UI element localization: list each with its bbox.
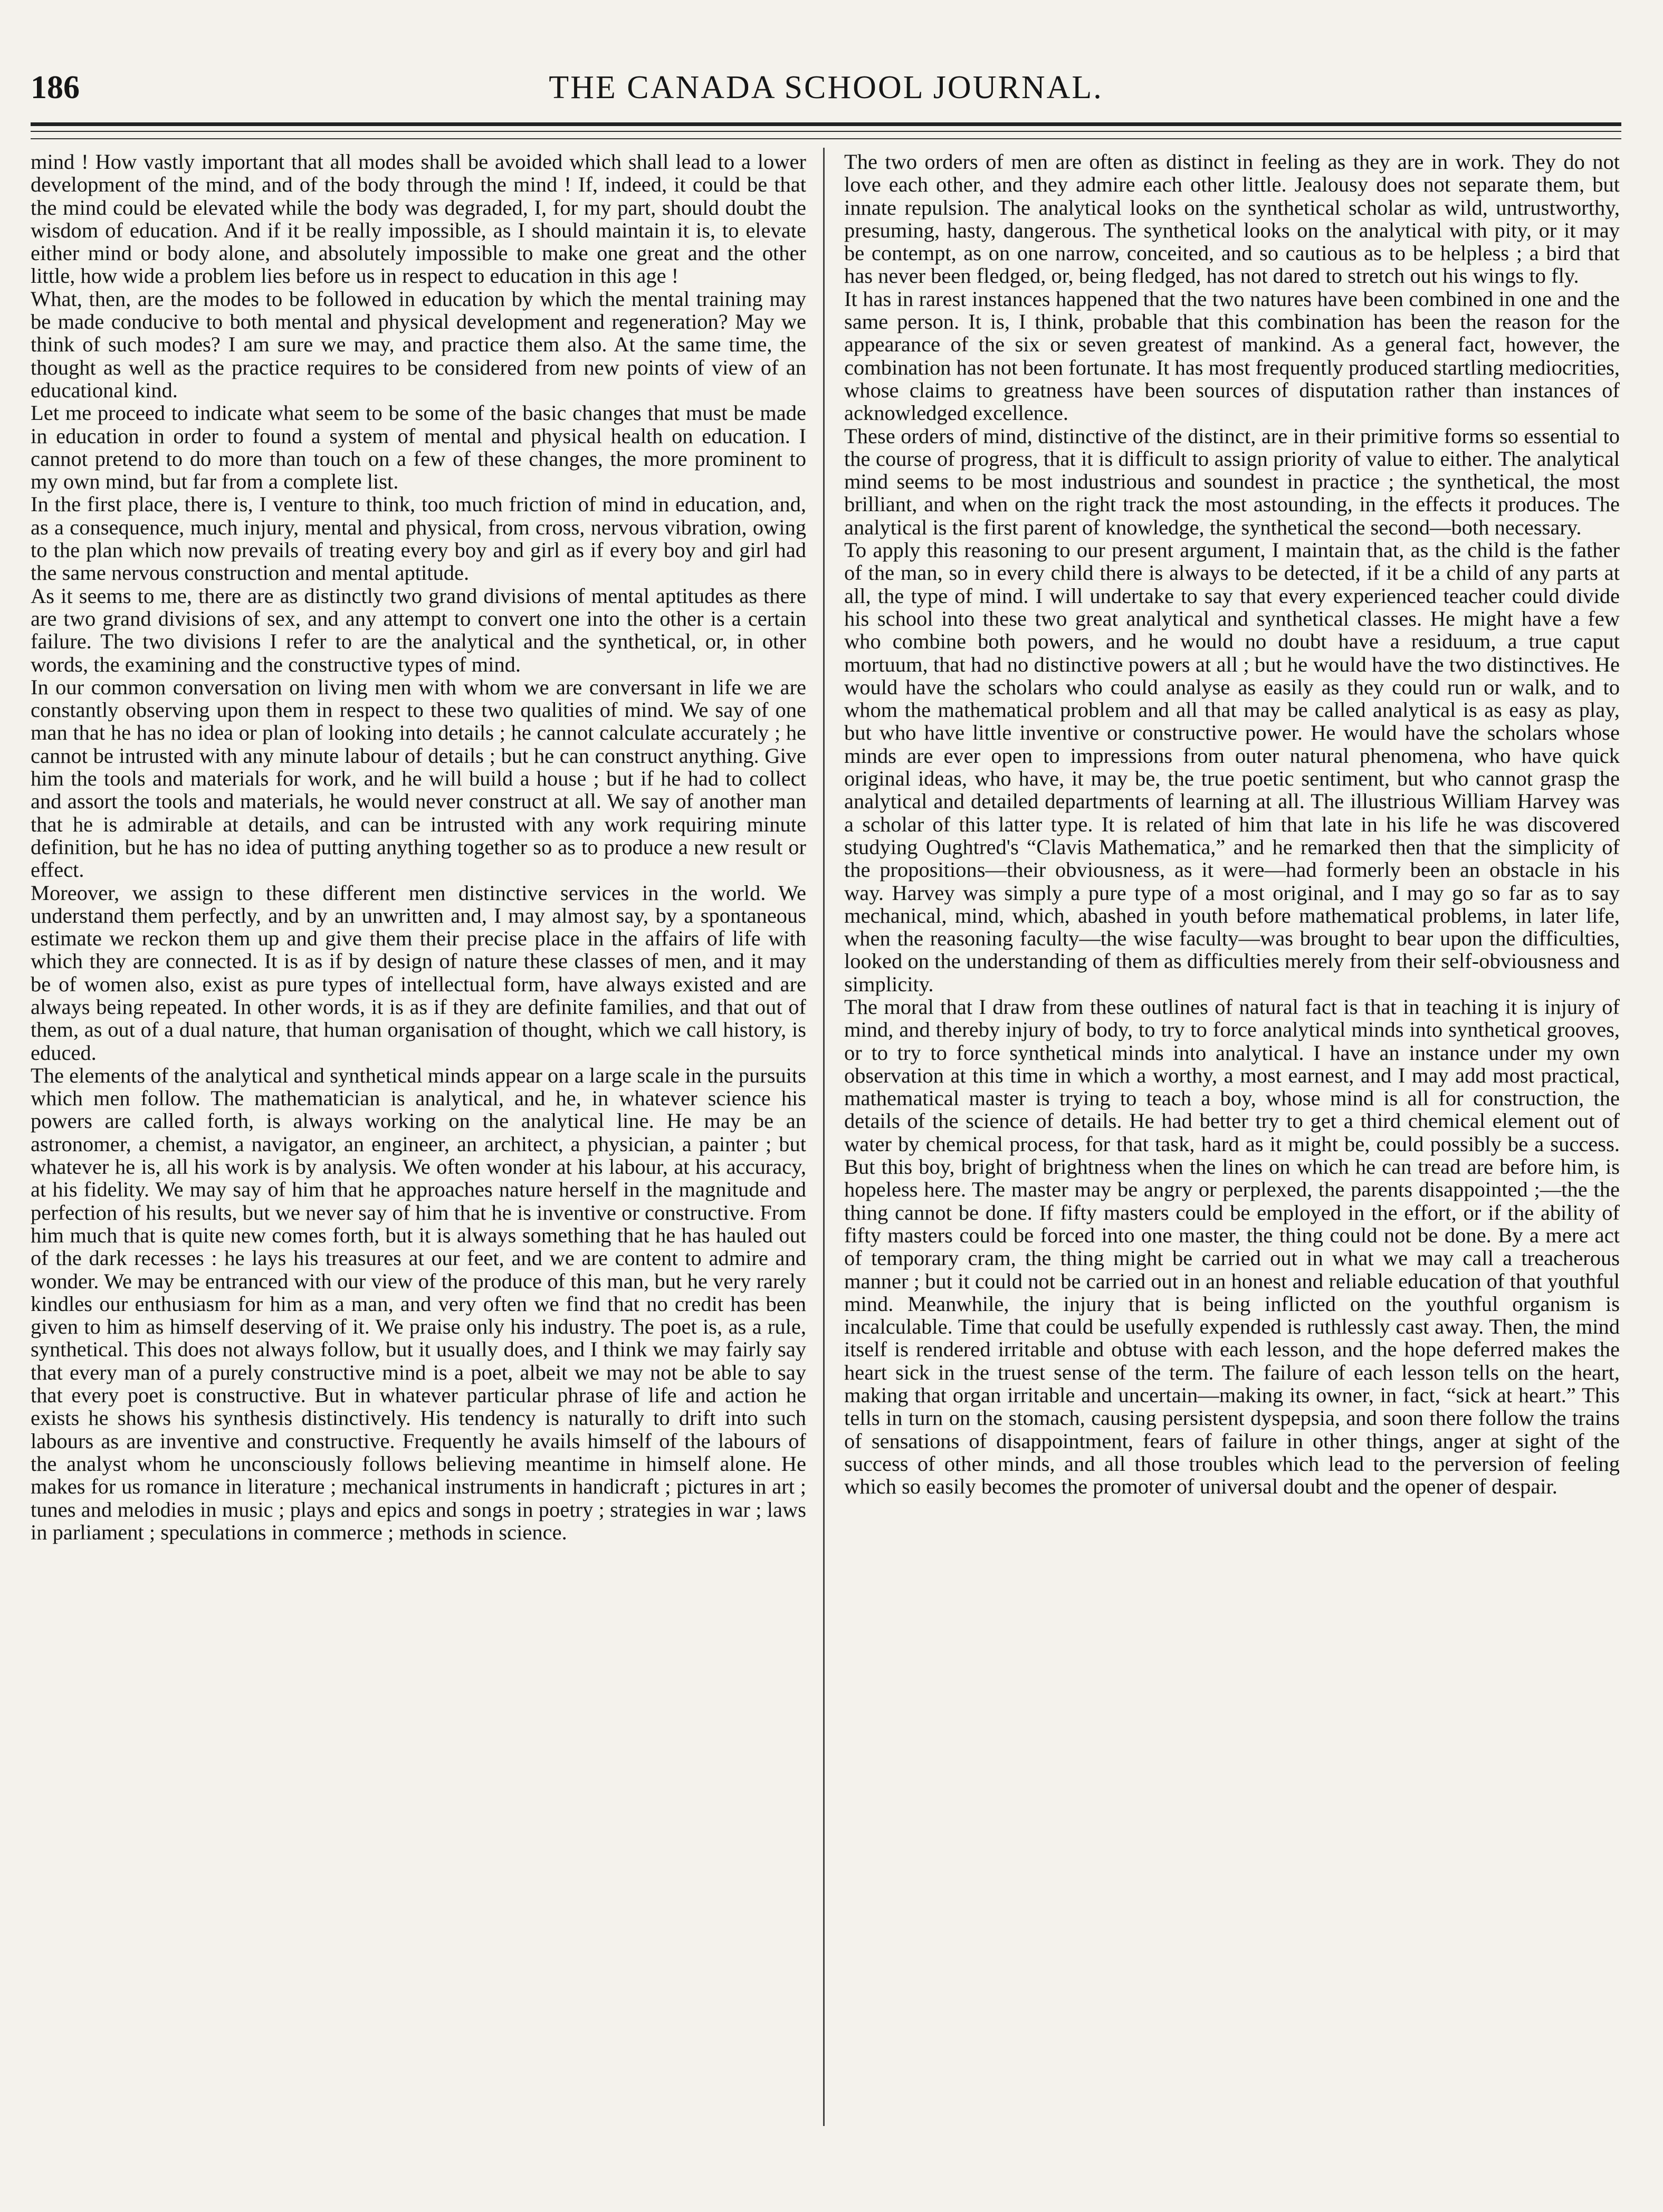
header-rule-thin [31, 131, 1621, 132]
paragraph: In our common conversation on living men with whom we are conversant in life we are constantly observing upon them in respect to these two qualities of mind. We say of one man that he has no idea or plan of looking into details ; he cannot calculate accurately ; he cannot be intrusted with any minute labour of details ; but he can construct anything. Give him the tools and materials for work, and he will build a house ; but if he had to collect and assort the tools and materials, he would never construct at all. We say of another man that he is admirable at details, and can be intrusted with any work requiring minute definition, but he has no idea of putting anything together so as to produce a new result or effect. [31, 675, 806, 882]
paragraph: It has in rarest instances happened that the two natures have been combined in one and the same person. It is, I think, probable that this combination has been the reason for the appearance of the six or seven greatest of mankind. As a general fact, however, the combination has not been fortunate. It has most frequently produced startling mediocrities, whose claims to greatness have been sources of disputation rather than instances of acknowledged excellence. [844, 286, 1620, 425]
paragraph: To apply this reasoning to our present argument, I maintain that, as the child is the father of the man, so in every child there is always to be detected, if it be a child of any parts at all, the type of mind. I will undertake to say that every experienced teacher could divide his school into these two great analytical and synthetical classes. He might have a few who combine both powers, and he would no doubt have a residuum, a true caput mortuum, that had no distinctive powers at all ; but he would have the two distinctives. He would have the scholars who could analyse as easily as they could run or walk, and to whom the mathematical problem and all that may be called analytical is as easy as play, but who have little inventive or constructive power. He would have the scholars whose minds are ever open to impressions from outer natural phenomena, who have quick original ideas, who have, it may be, the true poetic sentiment, but who cannot grasp the analytical and detailed departments of learning at all. The illustrious William Harvey was a scholar of this latter type. It is related of him that late in his life he was discovered studying Oughtred's “Clavis Mathematica,” and he remarked then that the simplicity of the propositions—their obviousness, as it were—had formerly been an obstacle in his way. Harvey was simply a pure type of a most original, and I may go so far as to say mechanical, mind, which, abashed in youth before mathematical problems, in later life, when the reasoning faculty—the wise faculty—was brought to bear upon the difficulties, looked on the understanding of them as difficulties merely from their self-obviousness and simplicity. [844, 538, 1620, 996]
page-number: 186 [31, 70, 80, 106]
paragraph: In the first place, there is, I venture to think, too much friction of mind in education, and, as a consequence, much injury, mental and physical, from cross, nervous vibration, owing to the plan which now prevails of treating every boy and girl as if every boy and girl had the same nervous construction and mental aptitude. [31, 492, 806, 585]
paragraph: mind ! How vastly important that all modes shall be avoided which shall lead to a lower development of the mind, and of the body through the mind ! If, indeed, it could be that the mind could be elevated while the body was degraded, I, for my part, should doubt the wisdom of education. And if it be really impossible, as I should maintain it is, to elevate either mind or body alone, and absolutely impossible to make one great and the other little, how wide a problem lies before us in respect to education in this age ! [31, 150, 806, 288]
paragraph: Moreover, we assign to these different men distinctive services in the world. We understand them perfectly, and by an unwritten and, I may almost say, by a spontaneous estimate we reckon them up and give them their precise place in the affairs of life with which they are connected. It is as if by design of nature these classes of men, and it may be of women also, exist as pure types of intellectual form, have always existed and are always being repeated. In other words, it is as if they are definite families, and that out of them, as out of a dual nature, that human organisation of thought, which we call history, is educed. [31, 880, 806, 1065]
paragraph: What, then, are the modes to be followed in education by which the mental training may be made conducive to both mental and physical development and regeneration? May we think of such modes? I am sure we may, and practice them also. At the same time, the thought as well as the practice requires to be considered from new points of view of an educational kind. [31, 286, 806, 402]
paragraph: The two orders of men are often as distinct in feeling as they are in work. They do not love each other, and they admire each other little. Jealousy does not separate them, but innate repulsion. The analytical looks on the synthetical scholar as wild, untrustworthy, presuming, hasty, dangerous. The synthetical looks on the analytical with pity, or it may be contempt, as on one narrow, conceited, and so cautious as to be helpless ; a bird that has never been fledged, or, being fledged, has not dared to stretch out his wings to fly. [844, 150, 1620, 288]
paragraph: Let me proceed to indicate what seem to be some of the basic changes that must be made in education in order to found a system of mental and physical health on education. I cannot pretend to do more than touch on a few of these changes, the more prominent to my own mind, but far from a complete list. [31, 401, 806, 494]
header-rule-thin-lower [31, 138, 1621, 139]
paragraph: As it seems to me, there are as distinctly two grand divisions of mental aptitudes as there are two grand divisions of sex, and any attempt to convert one into the other is a certain failure. The two divisions I refer to are the analytical and the synthetical, or, in other words, the examining and the constructive types of mind. [31, 583, 806, 676]
paragraph: These orders of mind, distinctive of the distinct, are in their primitive forms so essential to the course of progress, that it is difficult to assign priority of value to either. The analytical mind seems to be most industrious and soundest in practice ; the synthetical, the most brilliant, and when on the right track the most astounding, in the effects it produces. The analytical is the first parent of knowledge, the synthetical the second—both necessary. [844, 424, 1620, 539]
page-header [31, 63, 1621, 121]
right-column [844, 150, 1620, 2123]
paragraph: The moral that I draw from these outlines of natural fact is that in teaching it is injury of mind, and thereby injury of body, to try to force analytical minds into synthetical grooves, or to try to force synthetical minds into analytical. I have an instance under my own observation at this time in which a worthy, a most earnest, and I may add most practical, mathematical master is trying to teach a boy, whose mind is all for construction, the details of the science of details. He had better try to get a third chemical element out of water by chemical process, for that task, hard as it might be, could possibly be a success. But this boy, bright of brightness when the lines on which he can tread are before him, is hopeless here. The master may be angry or perplexed, the parents disappointed ;—the the thing cannot be done. If fifty masters could be employed in the effort, or if the ability of fifty masters could be forced into one master, the thing could not be done. By a mere act of temporary cram, the thing might be carried out in what we may call a treacherous manner ; but it could not be carried out in an honest and reliable education of that youthful mind. Meanwhile, the injury that is being inflicted on the youthful organism is incalculable. Time that could be usefully expended is ruthlessly cast away. Then, the mind itself is rendered irritable and obtuse with each lesson, and the hope deferred makes the heart sick in the truest sense of the term. The failure of each lesson tells on the heart, making that organ irritable and uncertain—making its owner, in fact, “sick at heart.” This tells in turn on the stomach, causing persistent dyspepsia, and soon there follow the trains of sensations of disappointment, fears of failure in other things, anger at sight of the success of other minds, and all those troubles which lead to the perversion of feeling which so easily becomes the promoter of universal doubt and the opener of despair. [844, 994, 1620, 1499]
column-divider [823, 148, 825, 2126]
header-rule-thick [31, 122, 1621, 126]
journal-title: THE CANADA SCHOOL JOURNAL. [549, 70, 1103, 106]
paragraph: The elements of the analytical and synthetical minds appear on a large scale in the pursuits which men follow. The mathematician is analytical, and he, in whatever science his powers are called forth, is always working on the analytical line. He may be an astronomer, a chemist, a navigator, an engineer, an architect, a physician, a painter ; but whatever he is, all his work is by analysis. We often wonder at his labour, at his accuracy, at his fidelity. We may say of him that he approaches nature herself in the magnitude and perfection of his results, but we never say of him that he is inventive or constructive. From him much that is quite new comes forth, but it is always something that he has hauled out of the dark recesses : he lays his treasures at our feet, and we are content to admire and wonder. We may be entranced with our view of the produce of this man, but he very rarely kindles our enthusiasm for him as a man, and very often we find that no credit has been given to him as himself deserving of it. We praise only his industry. The poet is, as a rule, synthetical. This does not always follow, but it usually does, and I think we may fairly say that every man of a purely constructive mind is a poet, albeit we may not be able to say that every poet is constructive. But in whatever particular phrase of life and action he exists he shows his synthesis distinctively. His tendency is naturally to drift into such labours as are inventive and constructive. Frequently he avails himself of the labours of the analyst whom he unconsciously follows believing meantime in himself alone. He makes for us romance in literature ; mechanical instruments in handicraft ; pictures in art ; tunes and melodies in music ; plays and epics and songs in poetry ; strategies in war ; laws in parliament ; speculations in commerce ; methods in science. [31, 1063, 806, 1544]
left-column [31, 150, 806, 2123]
